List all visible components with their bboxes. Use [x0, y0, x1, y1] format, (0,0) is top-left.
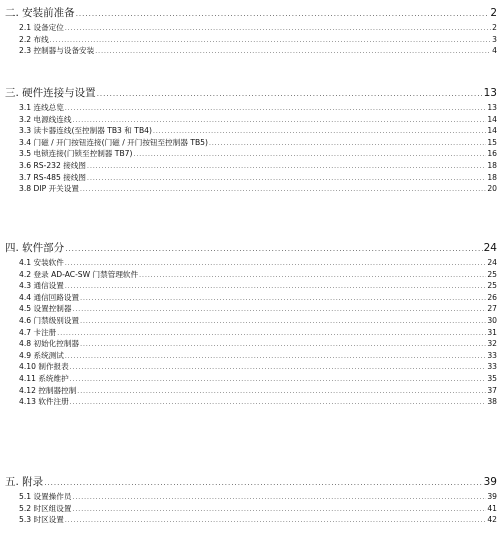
toc-leader-dots	[65, 260, 486, 267]
toc-leader-dots	[139, 272, 486, 279]
toc-page-number: 24	[487, 258, 497, 267]
toc-leader-dots	[72, 117, 486, 124]
toc-entry-title: 3.3 读卡器连线(至控制器 TB3 和 TB4)	[19, 126, 152, 136]
toc-entry-title: 4.7 卡注册	[19, 327, 57, 337]
toc-page-number: 13	[483, 87, 497, 99]
toc-entry[interactable]	[19, 22, 497, 34]
toc-entry[interactable]	[19, 514, 497, 526]
toc-entry[interactable]	[19, 114, 497, 126]
toc-heading-title: 三. 硬件连接与设置	[5, 87, 96, 99]
toc-entry[interactable]	[19, 385, 497, 397]
toc-page-number: 15	[487, 137, 497, 147]
toc-entry[interactable]	[19, 292, 497, 304]
toc-leader-dots	[87, 175, 486, 182]
toc-entry-title: 5.3 时区设置	[19, 515, 64, 525]
toc-entry-title: 3.1 连线总览	[19, 103, 64, 112]
toc-leader-dots	[80, 341, 486, 348]
toc-page-number: 18	[487, 160, 497, 170]
toc-entry[interactable]	[19, 34, 497, 46]
toc-entry[interactable]	[19, 148, 497, 160]
toc-leader-dots	[87, 163, 486, 170]
toc-page-number: 2	[490, 7, 497, 19]
toc-entry-title: 4.13 软件注册	[19, 397, 69, 407]
toc-entry[interactable]	[19, 327, 497, 339]
toc-leader-dots	[95, 48, 491, 55]
toc-entry-title: 2.2 布线	[19, 34, 49, 44]
toc-heading-title: 五. 附录	[5, 476, 44, 488]
toc-page-number: 25	[487, 281, 497, 291]
toc-entry[interactable]	[19, 491, 497, 503]
toc-entry-title: 5.1 设置操作员	[19, 492, 72, 501]
toc-entry-title: 3.5 电锁连接(门锁至控制器 TB7)	[19, 149, 133, 159]
toc-page-number: 4	[492, 46, 497, 56]
toc-entry-title: 5.2 时区组设置	[19, 503, 72, 513]
toc-leader-dots	[65, 25, 491, 32]
toc-entry[interactable]	[19, 373, 497, 385]
toc-page-number: 20	[487, 184, 497, 194]
toc-page-number: 14	[487, 126, 497, 136]
toc-section-5	[0, 474, 503, 526]
toc-entry[interactable]	[19, 303, 497, 315]
toc-leader-dots	[72, 506, 486, 513]
toc-page-number: 14	[487, 114, 497, 124]
toc-page-number: 13	[487, 103, 497, 112]
toc-page-number: 42	[487, 515, 497, 525]
toc-page-number: 39	[483, 476, 497, 488]
toc-leader-dots	[72, 306, 486, 313]
toc-entry[interactable]	[19, 361, 497, 373]
toc-page-number: 39	[487, 492, 497, 501]
toc-page-number: 18	[487, 172, 497, 182]
toc-leader-dots	[65, 245, 482, 253]
toc-entry-title: 4.10 制作报表	[19, 362, 69, 372]
toc-leader-dots	[76, 10, 490, 18]
toc-page-number: 35	[487, 373, 497, 383]
toc-leader-dots	[209, 140, 486, 147]
toc-leader-dots	[57, 330, 486, 337]
toc-leader-dots	[97, 90, 483, 98]
toc-heading[interactable]	[5, 85, 497, 102]
toc-entry[interactable]	[19, 315, 497, 327]
toc-entry[interactable]	[19, 172, 497, 184]
toc-page-number: 33	[487, 362, 497, 372]
toc-entry[interactable]	[19, 183, 497, 195]
toc-entry[interactable]	[19, 102, 497, 114]
toc-entry[interactable]	[19, 160, 497, 172]
toc-page-number: 37	[487, 385, 497, 395]
toc-entry-title: 4.1 安装软件	[19, 258, 64, 267]
toc-entry[interactable]	[19, 269, 497, 281]
toc-page-number: 30	[487, 315, 497, 325]
toc-page-number: 38	[487, 397, 497, 407]
toc-section-3	[0, 85, 503, 195]
toc-page-number: 26	[487, 292, 497, 302]
toc-page-number: 32	[487, 339, 497, 349]
toc-entry-title: 3.2 电源线连线	[19, 114, 72, 124]
toc-leader-dots	[80, 186, 486, 193]
toc-entry[interactable]	[19, 45, 497, 57]
toc-page-number: 16	[487, 149, 497, 159]
toc-leader-dots	[70, 376, 487, 383]
toc-entry-title: 4.12 控制器控制	[19, 385, 77, 395]
toc-page-number: 41	[487, 503, 497, 513]
toc-page-number: 3	[492, 34, 497, 44]
toc-leader-dots	[80, 295, 486, 302]
toc-entry-title: 3.7 RS-485 接线图	[19, 172, 87, 182]
toc-leader-dots	[65, 283, 486, 290]
toc-entry-title: 4.8 初始化控制器	[19, 339, 80, 349]
toc-section-2	[0, 5, 503, 57]
toc-page-number: 33	[487, 350, 497, 360]
toc-entry-title: 4.6 门禁级别设置	[19, 315, 80, 325]
toc-heading[interactable]	[5, 240, 497, 257]
toc-entry[interactable]	[19, 503, 497, 515]
toc-entry[interactable]	[19, 257, 497, 269]
toc-entry-title: 3.6 RS-232 接线图	[19, 160, 87, 170]
toc-leader-dots	[50, 37, 491, 44]
toc-leader-dots	[133, 151, 486, 158]
toc-entry-title: 4.3 通信设置	[19, 281, 64, 291]
toc-leader-dots	[80, 318, 486, 325]
toc-entry[interactable]	[19, 338, 497, 350]
toc-heading-title: 二. 安装前准备	[5, 7, 75, 19]
toc-heading[interactable]	[5, 5, 497, 22]
toc-leader-dots	[44, 479, 482, 487]
toc-leader-dots	[65, 105, 486, 112]
toc-heading-title: 四. 软件部分	[5, 242, 65, 254]
toc-section-4	[0, 240, 503, 408]
toc-entry-title: 3.8 DIP 开关设置	[19, 184, 79, 194]
toc-entry-title: 3.4 门磁 / 开门按钮连接(门磁 / 开门按钮至控制器 TB5)	[19, 137, 208, 147]
toc-entry[interactable]	[19, 280, 497, 292]
toc-entry-title: 2.1 设备定位	[19, 23, 64, 32]
toc-entry-title: 4.2 登录 AD-AC-SW 门禁管理软件	[19, 269, 139, 279]
toc-heading[interactable]	[5, 474, 497, 491]
toc-leader-dots	[153, 128, 486, 135]
toc-page-number: 24	[483, 242, 497, 254]
toc-entry[interactable]	[19, 350, 497, 362]
toc-entry[interactable]	[19, 125, 497, 137]
toc-page-number: 2	[492, 23, 497, 32]
toc-leader-dots	[70, 399, 487, 406]
toc-page-number: 27	[487, 304, 497, 314]
toc-entry[interactable]	[19, 137, 497, 149]
toc-entry[interactable]	[19, 396, 497, 408]
toc-page-number: 31	[487, 327, 497, 337]
toc-entry-title: 4.11 系统维护	[19, 373, 69, 383]
toc-leader-dots	[65, 517, 486, 524]
toc-entry-title: 4.5 设置控制器	[19, 304, 72, 314]
toc-entry-title: 4.9 系统测试	[19, 350, 64, 360]
toc-leader-dots	[70, 364, 487, 371]
toc-entry-title: 2.3 控制器与设备安装	[19, 46, 95, 56]
toc-leader-dots	[77, 388, 486, 395]
toc-entry-title: 4.4 通信回路设置	[19, 292, 80, 302]
toc-leader-dots	[72, 494, 486, 501]
toc-page-number: 25	[487, 269, 497, 279]
toc-leader-dots	[65, 353, 486, 360]
